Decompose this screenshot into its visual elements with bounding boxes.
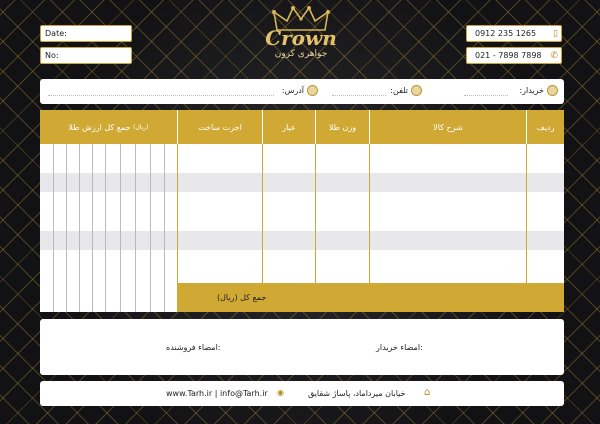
header-description — [369, 110, 526, 144]
header-row-number — [526, 110, 564, 144]
row-number-label: ردیف — [536, 122, 555, 132]
sub-column-divider — [66, 144, 67, 312]
buyer-label: خریدار: — [519, 86, 544, 95]
sub-column-divider — [150, 144, 151, 312]
web-icon: ◉ — [277, 388, 284, 397]
table-row — [40, 231, 564, 250]
mobile-phone-field — [466, 25, 562, 42]
table-row — [40, 173, 564, 192]
sub-column-divider — [120, 144, 121, 312]
phone-label: تلفن: — [390, 86, 408, 95]
buyer-signature-label: امضاء خریدار: — [376, 343, 423, 352]
location-icon — [307, 85, 318, 96]
sub-column-divider — [53, 144, 54, 312]
logo — [246, 6, 356, 78]
header-gold-total — [40, 110, 177, 144]
date-field[interactable] — [40, 25, 132, 42]
mobile-icon: ▯ — [553, 28, 558, 39]
address-line — [48, 95, 274, 96]
logo-subtitle: جواهری کرون — [274, 49, 328, 59]
header-making-fee — [177, 110, 262, 144]
gold-total-unit: (ریال) — [133, 123, 149, 131]
mobile-phone-number: 0912 235 1265 — [475, 29, 537, 38]
column-divider — [315, 144, 316, 283]
address-field[interactable] — [282, 85, 318, 96]
header-purity — [262, 110, 315, 144]
logo-text: Crown — [265, 26, 337, 50]
address-text: خیابان میرداماد، پاساژ شقایق — [308, 389, 406, 398]
seller-signature-label: امضاء فروشنده: — [166, 343, 221, 352]
column-divider — [177, 144, 178, 283]
items-table — [40, 110, 564, 312]
header-gold-weight — [315, 110, 369, 144]
phone-icon — [411, 85, 422, 96]
home-icon: ⌂ — [424, 387, 431, 398]
buyer-line — [464, 95, 508, 96]
table-header — [40, 110, 564, 144]
signature-area — [40, 319, 564, 375]
column-divider — [369, 144, 370, 283]
number-field[interactable] — [40, 47, 132, 64]
phone-line — [332, 95, 386, 96]
sub-column-divider — [105, 144, 106, 312]
landline-phone-field — [466, 47, 562, 64]
column-divider — [262, 144, 263, 283]
phone-icon: ✆ — [550, 50, 558, 61]
customer-info-bar — [40, 79, 564, 104]
phone-field[interactable] — [390, 85, 422, 96]
landline-phone-number: 021 - 7898 7898 — [475, 51, 542, 60]
buyer-field[interactable] — [519, 85, 558, 96]
sub-column-divider — [164, 144, 165, 312]
user-icon — [547, 85, 558, 96]
address-label: آدرس: — [281, 86, 304, 95]
gold-weight-label: وزن طلا — [328, 122, 357, 132]
purity-label: عیار — [282, 122, 296, 132]
footer — [40, 381, 564, 406]
description-label: شرح کالا — [433, 122, 463, 132]
column-divider — [526, 144, 527, 283]
website-text: www.Tarh.ir | info@Tarh.ir — [166, 389, 268, 398]
sub-column-divider — [79, 144, 80, 312]
total-label: جمع کل (ریال) — [217, 293, 267, 302]
sub-column-divider — [92, 144, 93, 312]
total-bar — [177, 283, 564, 312]
date-label: Date: — [45, 29, 67, 38]
number-label: No: — [45, 51, 59, 60]
sub-column-divider — [135, 144, 136, 312]
gold-total-label: جمع کل ارزش طلا — [68, 122, 131, 132]
making-fee-label: اجرت ساخت — [198, 122, 242, 132]
